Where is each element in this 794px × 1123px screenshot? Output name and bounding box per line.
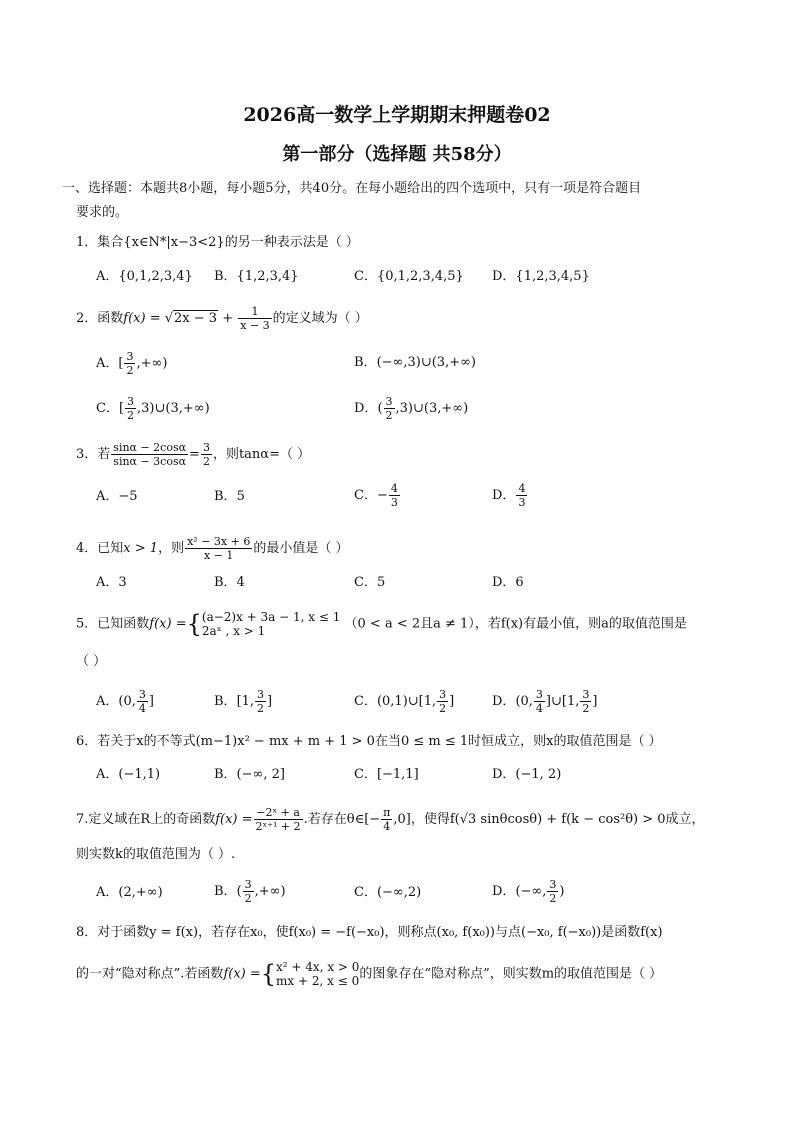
- q8-case2: mx + 2, x ≤ 0: [276, 974, 360, 988]
- q7-pi-frac: [381, 806, 392, 833]
- q5-d-close: ]∪[1,: [545, 694, 580, 709]
- q7-d-close: ): [559, 884, 565, 899]
- q3-d-num: 4: [518, 482, 526, 495]
- q2-a-label: A．: [96, 356, 119, 371]
- q2-b-label: B．: [354, 355, 377, 370]
- q4-mid: ，则: [158, 541, 185, 556]
- question-4: [76, 535, 348, 562]
- q5-d-text: (0,: [515, 694, 533, 709]
- q3-den: sinα − 3cosα: [113, 455, 187, 468]
- q4-option-b[interactable]: B．4: [214, 575, 245, 590]
- q6-option-c[interactable]: C．[−1,1]: [354, 767, 419, 782]
- q2-d-den: 2: [385, 409, 393, 422]
- q5-c-text: (0,1)∪[1,: [376, 694, 437, 709]
- q5-option-a[interactable]: [96, 688, 154, 715]
- q5-pre: 已知函数: [97, 616, 150, 632]
- q5-cond: （0 < a < 2且a ≠ 1）: [344, 616, 475, 632]
- q8-fx: f(x) =: [223, 966, 261, 982]
- q7-d-frac: [547, 878, 558, 905]
- q2-option-c[interactable]: [96, 395, 210, 422]
- q5-post: ，若f(x)有最小值，则a的取值范围是: [474, 616, 687, 632]
- q5-option-c[interactable]: [354, 688, 454, 715]
- q8-line1: 对于函数y = f(x)，若存在x₀，使f(x₀) = −f(−x₀)，则称点(x₀, f(x₀))与点(−x₀, f(−x₀))是函数f(x): [97, 925, 663, 940]
- q5-c-frac: [437, 688, 448, 715]
- q7-b-label: B．: [214, 884, 237, 899]
- q7-pi-den: 4: [383, 820, 391, 833]
- q4-num: x² − 3x + 6: [187, 535, 251, 548]
- q7-fx: f(x) =: [215, 812, 253, 827]
- q3-d-frac: [516, 482, 527, 509]
- q2-d-pre: (: [377, 401, 383, 416]
- question-8: [76, 924, 663, 942]
- q3-c-num: 4: [390, 482, 398, 495]
- q4-condition: x > 1: [123, 541, 159, 556]
- q3-den2: 2: [202, 455, 210, 468]
- q2-c-num: 3: [127, 395, 135, 408]
- q1-set: {x∈N*|x−3<2}: [123, 235, 225, 250]
- section-intro-line2: 要求的。: [76, 205, 129, 220]
- q3-fraction2: [201, 441, 212, 468]
- q6-text: 若关于x的不等式(m−1)x² − mx + m + 1 > 0在当0 ≤ m ≤ 1时恒成立，则x的取值范围是（ ）: [97, 734, 662, 749]
- q5-fx: f(x) =: [149, 616, 187, 632]
- q4-option-c[interactable]: C．5: [354, 575, 386, 590]
- q5-option-b[interactable]: [214, 688, 272, 715]
- q8-line2-post: 的图象存在“隐对称点”，则实数m的取值范围是（ ）: [359, 966, 663, 982]
- q7-c-text: (−∞,2): [376, 885, 422, 900]
- q2-pre: 函数: [97, 311, 124, 326]
- q4-number: 4．: [76, 541, 98, 556]
- q7-b-close: ,+∞): [254, 884, 286, 899]
- q2-b-text: (−∞,3)∪(3,+∞): [376, 355, 476, 370]
- exam-title: 2026高一数学上学期期末押题卷02: [243, 104, 551, 126]
- q7-pi-num: π: [383, 806, 391, 819]
- q5-case1: (a−2)x + 3a − 1, x ≤ 1: [201, 610, 341, 624]
- q8-brace: {: [260, 960, 277, 988]
- q5-b-label: B．: [214, 694, 237, 709]
- q5-case2: 2aˣ , x > 1: [201, 624, 266, 638]
- q8-piecewise: [276, 960, 359, 988]
- q5-a-frac: [137, 688, 148, 715]
- q5-d-label: D．: [492, 694, 516, 709]
- q2-a-den: 2: [126, 364, 134, 377]
- q5-a-text: (0,: [118, 694, 136, 709]
- q3-b-text: 5: [236, 489, 245, 504]
- q5-b-den: 2: [257, 702, 265, 715]
- q7-b-num: 3: [244, 878, 252, 891]
- question-2: 2．函数f(x) = √2x − 3 + $\frac{1}{x - 3}$ 的定义域为（ ）: [76, 305, 368, 332]
- q7-line2: 则实数k的取值范围为（ ）.: [76, 847, 236, 862]
- q5-a-label: A．: [96, 694, 119, 709]
- q2-option-d[interactable]: [354, 395, 468, 422]
- q7-b-text: (: [236, 884, 242, 899]
- q3-num2: 3: [202, 441, 210, 454]
- q5-c-num: 3: [439, 688, 447, 701]
- q5-a-den: 4: [138, 702, 146, 715]
- q7-mid: .若存在θ∈[−: [303, 812, 381, 827]
- q6-number: 6．: [76, 734, 98, 749]
- q2-fraction: [238, 305, 271, 332]
- q2-number: 2．: [76, 311, 98, 326]
- question-3: [76, 441, 310, 468]
- q3-option-a[interactable]: [96, 488, 138, 506]
- q6-option-d[interactable]: D．(−1, 2): [492, 767, 562, 782]
- q4-option-a[interactable]: A．3: [96, 575, 127, 590]
- q2-c-frac: [125, 395, 136, 422]
- q1-pre: 集合: [97, 235, 124, 250]
- q5-c-den: 2: [439, 702, 447, 715]
- q7-option-a[interactable]: [96, 884, 163, 902]
- q8-line2-pre: 的一对“隐对称点”.若函数: [76, 966, 224, 982]
- q5-b-close: ]: [267, 694, 273, 709]
- q3-a-text: −5: [118, 489, 138, 504]
- q1-post: 的另一种表示法是（ ）: [224, 235, 359, 250]
- q8-number: 8．: [76, 925, 98, 940]
- q1-option-c[interactable]: C．{0,1,2,3,4,5}: [354, 269, 464, 284]
- q2-d-frac: [384, 395, 395, 422]
- q7-fraction: [254, 806, 303, 833]
- q2-d-label: D．: [354, 401, 378, 416]
- q4-post: 的最小值是（ ）: [253, 541, 349, 556]
- q5-brace: {: [186, 610, 202, 638]
- q3-eq: =: [189, 447, 200, 462]
- q1-option-a[interactable]: A．{0,1,2,3,4}: [96, 269, 193, 284]
- q7-num: −2ˣ + a: [254, 806, 303, 820]
- q3-pre: 若: [97, 447, 111, 462]
- q2-a-post: ,+∞): [136, 356, 168, 371]
- q2-frac-den: x − 3: [240, 319, 270, 332]
- q2-c-den: 2: [127, 409, 135, 422]
- q8-case1: x² + 4x, x > 0: [276, 960, 360, 974]
- q3-option-b[interactable]: [214, 488, 245, 506]
- q2-radicand: 2x − 3: [174, 311, 218, 326]
- section-title: 第一部分（选择题 共58分）: [282, 144, 512, 165]
- q7-option-b[interactable]: [214, 878, 286, 905]
- q3-c-frac: [389, 482, 400, 509]
- q5-d-close2: ]: [592, 694, 598, 709]
- q7-d-den: 2: [549, 892, 557, 905]
- q5-c-close: ]: [449, 694, 455, 709]
- q2-d-num: 3: [385, 395, 393, 408]
- q5-d-num: 3: [535, 688, 543, 701]
- q3-b-label: B．: [214, 489, 237, 504]
- q3-option-c[interactable]: [354, 482, 401, 509]
- q5-d-num2: 3: [582, 688, 590, 701]
- q3-number: 3．: [76, 447, 98, 462]
- q5-b-num: 3: [257, 688, 265, 701]
- q7-d-label: D．: [492, 884, 516, 899]
- q7-a-label: A．: [96, 885, 119, 900]
- q8-line2: [76, 960, 662, 988]
- q7-d-text: (−∞,: [515, 884, 547, 899]
- q3-c-den: 3: [390, 496, 398, 509]
- q7-number: 7.: [76, 812, 89, 827]
- q5-a-num: 3: [138, 688, 146, 701]
- q2-c-post: ,3)∪(3,+∞): [137, 401, 210, 416]
- q2-option-b[interactable]: [354, 354, 476, 372]
- q3-c-label: C．: [354, 488, 377, 503]
- q7-c-label: C．: [354, 885, 377, 900]
- q7-option-c[interactable]: [354, 884, 421, 902]
- q2-fx: f(x) =: [123, 311, 161, 326]
- q3-a-label: A．: [96, 489, 119, 504]
- q3-post: ，则tanα=（ ）: [212, 447, 311, 462]
- q5-a-close: ]: [148, 694, 154, 709]
- q7-den: 2ˣ⁺¹ + 2: [255, 820, 301, 833]
- q2-post: 的定义域为（ ）: [272, 311, 368, 326]
- q1-option-d[interactable]: D．{1,2,3,4,5}: [492, 269, 590, 284]
- q4-pre: 已知: [97, 541, 124, 556]
- q5-option-d[interactable]: [492, 688, 597, 715]
- q3-num: sinα − 2cosα: [113, 441, 187, 454]
- q4-fraction: [185, 535, 252, 562]
- q5-b-frac: [255, 688, 266, 715]
- q2-d-post: ,3)∪(3,+∞): [395, 401, 469, 416]
- q7-b-den: 2: [244, 892, 252, 905]
- q3-d-label: D．: [492, 488, 516, 503]
- q7-d-num: 3: [549, 878, 557, 891]
- question-7: [76, 806, 705, 833]
- q3-option-d[interactable]: [492, 482, 528, 509]
- q7-pre: 定义域在R上的奇函数: [88, 812, 216, 827]
- q2-a-frac: [124, 350, 135, 377]
- q3-c-sign: −: [376, 488, 388, 503]
- q3-fraction: [111, 441, 188, 468]
- q1-number: 1．: [76, 235, 98, 250]
- q1-option-b[interactable]: B．{1,2,3,4}: [214, 269, 299, 284]
- q7-a-text: (2,+∞): [118, 885, 163, 900]
- q5-line2: （ ）: [76, 654, 107, 669]
- q7-mid2: ,0]，使得f(√3 sinθcosθ) + f(k − cos²θ) > 0成立，: [393, 812, 705, 827]
- q5-d-den2: 2: [582, 702, 590, 715]
- q4-option-d[interactable]: D．6: [492, 575, 524, 590]
- q7-option-d[interactable]: [492, 878, 564, 905]
- q2-frac-num: 1: [238, 305, 271, 319]
- question-5: [76, 610, 687, 638]
- q5-d-frac: [534, 688, 545, 715]
- q5-d-den: 4: [535, 702, 543, 715]
- q2-plus: +: [222, 311, 234, 326]
- q5-piecewise: [202, 610, 340, 638]
- q5-d-frac2: [580, 688, 591, 715]
- q2-c-pre: [: [118, 401, 125, 416]
- question-1: [76, 234, 359, 252]
- section-intro-line1: 一、选择题：本题共8小题，每小题5分，共40分。在每小题给出的四个选项中，只有一项是符合题目: [62, 181, 642, 196]
- q2-a-pre: [: [118, 356, 124, 371]
- q5-c-label: C．: [354, 694, 377, 709]
- q4-den: x − 1: [203, 549, 234, 562]
- question-6: [76, 733, 662, 751]
- q5-number: 5．: [76, 616, 98, 632]
- q3-d-den: 3: [518, 496, 526, 509]
- q2-a-num: 3: [126, 350, 134, 363]
- q2-option-a[interactable]: [96, 350, 167, 377]
- q2-c-label: C．: [96, 401, 119, 416]
- q5-b-text: [1,: [236, 694, 255, 709]
- q6-option-a[interactable]: A．(−1,1): [96, 767, 161, 782]
- q7-b-frac: [243, 878, 254, 905]
- q6-option-b[interactable]: B．(−∞, 2]: [214, 767, 285, 782]
